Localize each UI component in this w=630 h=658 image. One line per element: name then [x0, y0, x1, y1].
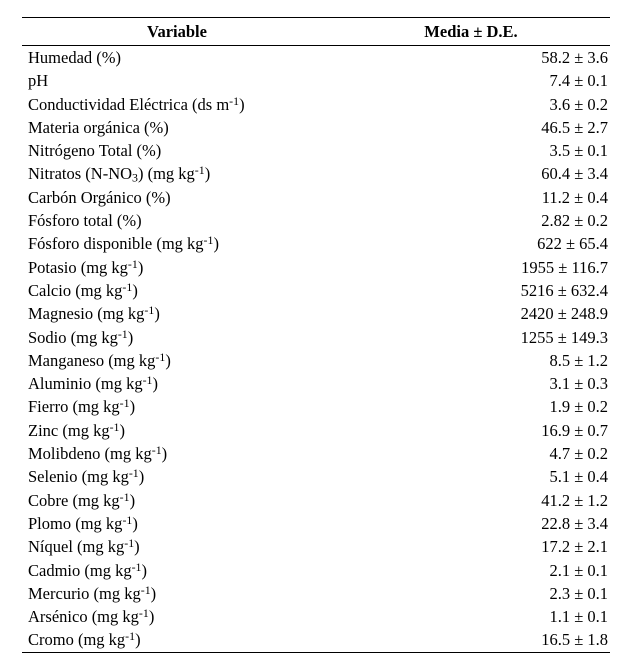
column-header-variable: Variable — [22, 18, 332, 46]
table-row — [22, 349, 610, 372]
cell-variable-name: Fósforo disponible (mg $kg^{-1}$) — [28, 233, 219, 254]
superscript: -1 — [125, 629, 136, 644]
cell-mean-sd-value: 5216 ± 632.4 — [520, 280, 608, 300]
table-row — [22, 46, 610, 70]
table-row — [22, 628, 610, 652]
table-row — [22, 256, 610, 279]
subscript: 3 — [132, 171, 138, 186]
table-row — [22, 372, 610, 395]
cell-mean-sd-value: 2.82 ± 0.2 — [541, 211, 608, 231]
cell-mean-sd-value: 1955 ± 116.7 — [521, 257, 608, 277]
table-row — [22, 209, 610, 232]
cell-mean-sd-value: 5.1 ± 0.4 — [549, 467, 608, 487]
cell-mean-sd-value: 41.2 ± 1.2 — [541, 490, 608, 510]
cell-variable-name: Cromo (mg $kg^{-1}$) — [22, 628, 332, 652]
superscript: -1 — [151, 443, 162, 458]
cell-mean-sd-value: 3.6 ± 0.2 — [549, 94, 608, 114]
table-row — [22, 116, 610, 139]
cell-variable-name: Magnesio (mg $kg^{-1}$) — [28, 303, 160, 324]
table-row — [22, 279, 610, 302]
table-row — [22, 559, 610, 582]
table-row — [22, 582, 610, 605]
cell-variable-name: Manganeso (mg $kg^{-1}$) — [28, 349, 171, 370]
superscript: -1 — [122, 512, 133, 527]
cell-variable-name: Materia orgánica (%) — [28, 117, 169, 137]
superscript: -1 — [124, 536, 135, 551]
column-header-media: Media ± D.E. — [332, 18, 610, 46]
cell-mean-sd-value: 2420 ± 248.9 — [520, 304, 608, 324]
cell-variable-name: Selenio (mg $kg^{-1}$) — [28, 466, 145, 487]
superscript: -1 — [203, 233, 214, 248]
table-row — [22, 93, 610, 116]
cell-mean-sd-value: 1.9 ± 0.2 — [549, 397, 608, 417]
cell-variable-name: Mercurio (mg $kg^{-1}$) — [28, 582, 157, 603]
superscript: -1 — [128, 466, 139, 481]
cell-mean-sd-value: 8.5 ± 1.2 — [549, 350, 608, 370]
cell-variable-name: Fierro (mg $kg^{-1}$) — [28, 396, 136, 417]
table-row — [22, 489, 610, 512]
cell-variable-name: Nitrógeno Total (%) — [28, 141, 162, 161]
superscript: -1 — [140, 582, 151, 597]
header-row — [22, 18, 610, 46]
table-row — [22, 302, 610, 325]
cell-mean-sd-value: 2.3 ± 0.1 — [549, 583, 608, 603]
superscript: -1 — [119, 396, 130, 411]
table-body — [22, 46, 610, 653]
superscript: -1 — [127, 256, 138, 271]
superscript: -1 — [138, 606, 149, 621]
cell-variable-name: Fósforo total (%) — [28, 211, 142, 231]
superscript: -1 — [109, 419, 120, 434]
cell-mean-sd-value: 1255 ± 149.3 — [520, 327, 608, 347]
cell-variable-name: Nitratos $(N-NO_3)$ (mg $kg^{-1}$) — [28, 163, 211, 186]
table-row — [22, 395, 610, 418]
table-row — [22, 186, 610, 209]
cell-variable-name: Molibdeno (mg $kg^{-1}$) — [28, 443, 168, 464]
cell-mean-sd-value: 2.1 ± 0.1 — [549, 560, 608, 580]
table-row — [22, 69, 610, 92]
cell-mean-sd-value: 16.5 ± 1.8 — [332, 628, 610, 652]
table-row — [22, 535, 610, 558]
superscript: -1 — [117, 326, 128, 341]
table-row — [22, 326, 610, 349]
cell-mean-sd-value: 22.8 ± 3.4 — [541, 513, 608, 533]
variable-statistics-table — [22, 17, 610, 653]
superscript: -1 — [142, 373, 153, 388]
table-row — [22, 605, 610, 628]
cell-variable-name: Calcio (mg $kg^{-1}$) — [28, 279, 138, 300]
cell-mean-sd-value: 11.2 ± 0.4 — [541, 187, 608, 207]
cell-variable-name: Plomo (mg $kg^{-1}$) — [28, 512, 138, 533]
cell-mean-sd-value: 622 ± 65.4 — [537, 234, 608, 254]
superscript: -1 — [122, 279, 133, 294]
cell-variable-name: Cobre (mg $kg^{-1}$) — [28, 489, 136, 510]
table-row — [22, 442, 610, 465]
cell-variable-name: Conductividad Eléctrica (ds $m^{-1}$) — [28, 93, 245, 114]
cell-variable-name: Aluminio (mg $kg^{-1}$) — [28, 373, 158, 394]
table-row — [22, 465, 610, 488]
cell-mean-sd-value: 1.1 ± 0.1 — [549, 607, 608, 627]
cell-mean-sd-value: 7.4 ± 0.1 — [549, 71, 608, 91]
cell-variable-name: Sodio (mg $kg^{-1}$) — [28, 326, 134, 347]
cell-variable-name: pH — [28, 71, 49, 91]
cell-variable-name: Potasio (mg $kg^{-1}$) — [28, 256, 144, 277]
superscript: -1 — [119, 489, 130, 504]
cell-mean-sd-value: 3.1 ± 0.3 — [549, 374, 608, 394]
cell-mean-sd-value: 60.4 ± 3.4 — [541, 164, 608, 184]
table-row — [22, 162, 610, 185]
table-row — [22, 232, 610, 255]
cell-mean-sd-value: 3.5 ± 0.1 — [549, 141, 608, 161]
cell-variable-name: Arsénico (mg $kg^{-1}$) — [28, 606, 155, 627]
cell-variable-name: Cadmio (mg $kg^{-1}$) — [28, 559, 147, 580]
superscript: -1 — [155, 349, 166, 364]
superscript: -1 — [229, 93, 240, 108]
table-row — [22, 512, 610, 535]
table-row — [22, 139, 610, 162]
table-header — [22, 18, 610, 46]
cell-variable-name: Zinc (mg $kg^{-1}$) — [28, 419, 125, 440]
superscript: -1 — [131, 559, 142, 574]
cell-mean-sd-value: 16.9 ± 0.7 — [541, 420, 608, 440]
table-row — [22, 419, 610, 442]
superscript: -1 — [144, 303, 155, 318]
cell-variable-name: Carbón Orgánico (%) — [28, 187, 171, 207]
cell-variable-name: Humedad (%) — [28, 48, 122, 67]
cell-mean-sd-value: 4.7 ± 0.2 — [549, 444, 608, 464]
cell-mean-sd-value: 17.2 ± 2.1 — [541, 537, 608, 557]
cell-mean-sd-value: 58.2 ± 3.6 — [541, 48, 608, 67]
cell-variable-name: Níquel (mg $kg^{-1}$) — [28, 536, 140, 557]
superscript: -1 — [194, 163, 205, 178]
cell-mean-sd-value: 46.5 ± 2.7 — [541, 117, 608, 137]
